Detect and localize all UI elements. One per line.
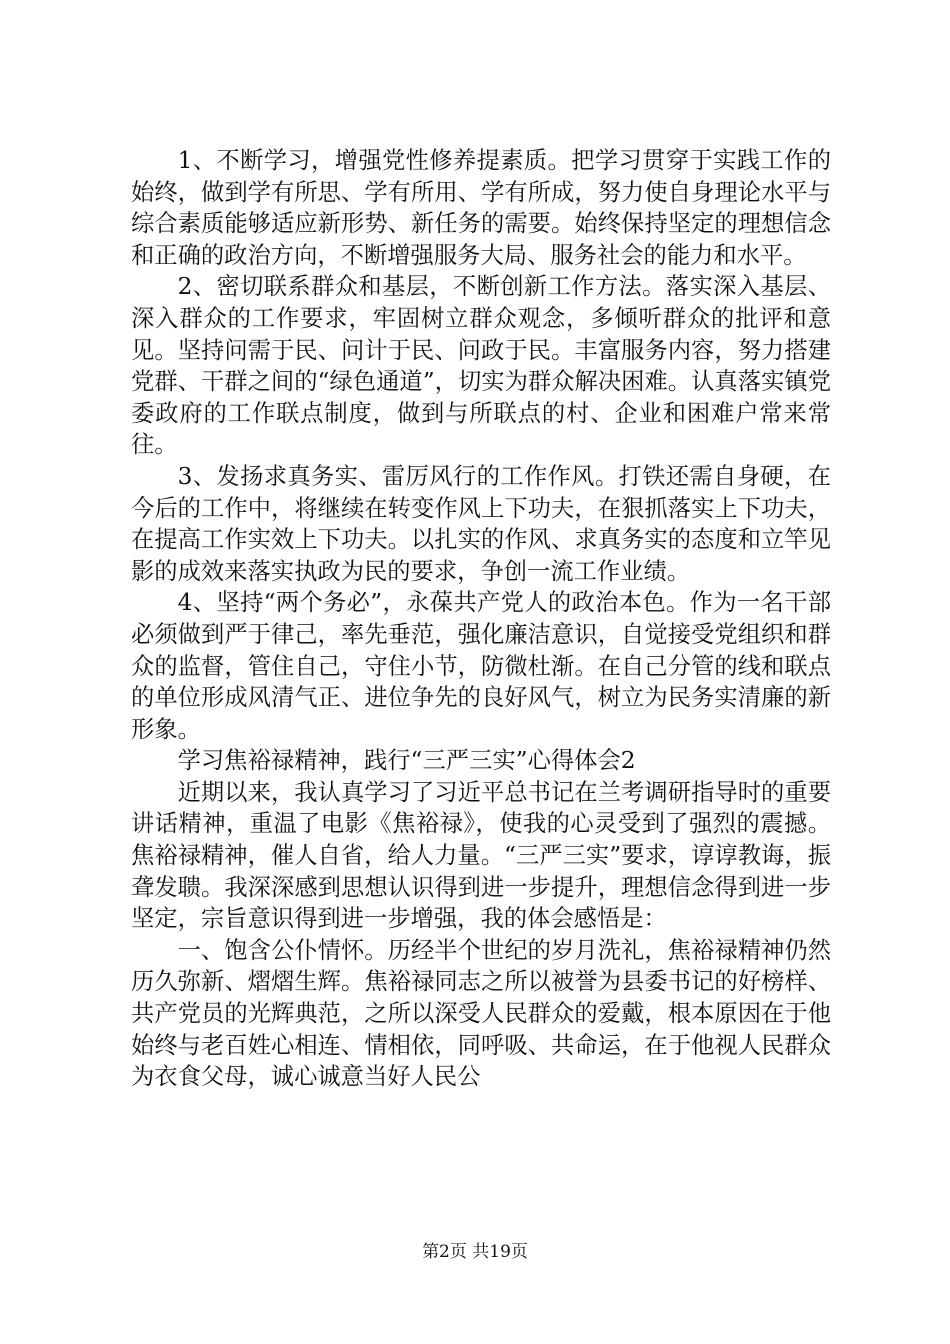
page-number-footer: 第2页 共19页	[422, 1242, 528, 1262]
paragraph-intro: 近期以来，我认真学习了习近平总书记在兰考调研指导时的重要讲话精神，重温了电影《焦裕禄》，使我的心灵受到了强烈的震撼。焦裕禄精神，催人自省，给人力量。“三严三实”要求，谆谆教诲，振聋发聩。我深深感到思想认识得到进一步提升，理想信念得到进一步坚定，宗旨意识得到进一步增强，我的体会感悟是：	[131, 778, 831, 933]
paragraph-item-2: 2、密切联系群众和基层，不断创新工作方法。落实深入基层、深入群众的工作要求，牢固树立群众观念，多倾听群众的批评和意见。坚持问需于民、问计于民、问政于民。丰富服务内容，努力搭建党群、干群之间的“绿色通道”，切实为群众解决困难。认真落实镇党委政府的工作联点制度，做到与所联点的村、企业和困难户常来常往。	[131, 273, 831, 459]
paragraph-item-3: 3、发扬求真务实、雷厉风行的工作作风。打铁还需自身硬，在今后的工作中，将继续在转变作风上下功夫，在狠抓落实上下功夫，在提高工作实效上下功夫。以扎实的作风、求真务实的态度和立竿见影的成效来落实执政为民的要求，争创一流工作业绩。	[131, 462, 831, 585]
section-heading: 学习焦裕禄精神，践行“三严三实”心得体会2	[177, 747, 636, 775]
paragraph-item-1: 1、不断学习，增强党性修养提素质。把学习贯穿于实践工作的始终，做到学有所思、学有所用、学有所成，努力使自身理论水平与综合素质能够适应新形势、新任务的需要。始终保持坚定的理想信念和正确的政治方向，不断增强服务大局、服务社会的能力和水平。	[131, 147, 831, 269]
paragraph-point-one: 一、饱含公仆情怀。历经半个世纪的岁月洗礼，焦裕禄精神仍然历久弥新、熠熠生辉。焦裕禄同志之所以被誉为县委书记的好榜样、共产党员的光辉典范，之所以深受人民群众的爱戴，根本原因在于他始终与老百姓心相连、情相依，同呼吸、共命运，在于他视人民群众为衣食父母，诚心诚意当好人民公	[131, 936, 831, 1091]
paragraph-item-4: 4、坚持“两个务必”，永葆共产党人的政治本色。作为一名干部必须做到严于律己，率先垂范，强化廉洁意识，自觉接受党组织和群众的监督，管住自己，守住小节，防微杜渐。在自己分管的线和联点的单位形成风清气正、进位争先的良好风气，树立为民务实清廉的新形象。	[131, 589, 831, 743]
document-body	[131, 145, 831, 1093]
